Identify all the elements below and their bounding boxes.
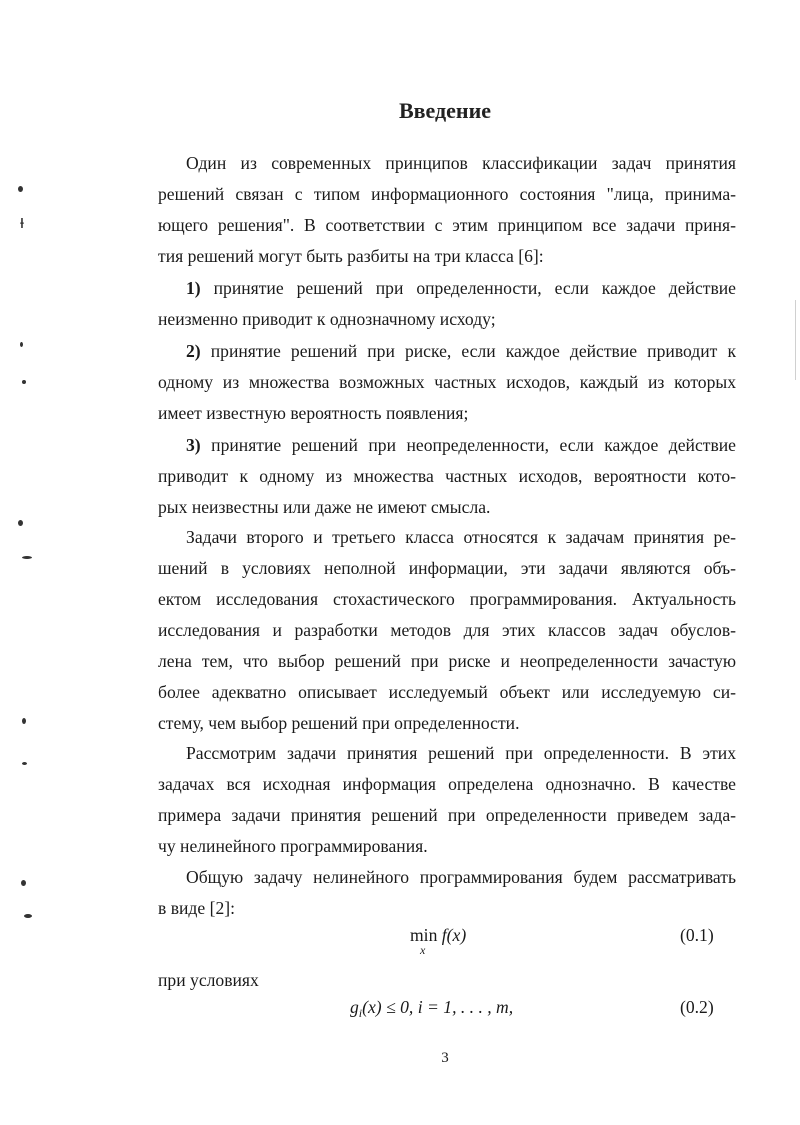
text-line: Общую задачу нелинейного программирования будем рассматривать (186, 867, 736, 887)
eq-min: min (410, 925, 438, 945)
text-line: одному из множества возможных частных исходов, каждый из которых (158, 372, 736, 392)
text-line: ющего решения". В соответствии с этим принципом все задачи приня- (158, 215, 736, 235)
eq-subscript-i: i (358, 1006, 363, 1020)
list-number: 3) (186, 435, 201, 455)
scan-speck (18, 186, 23, 192)
list-text: принятие решений при риске, если каждое действие приводит к (210, 341, 736, 361)
text-line: стему, чем выбор решений при определенности. (158, 713, 520, 733)
text-line: Один из современных принципов классификации задач принятия (186, 153, 736, 173)
text-line: более адекватно описывает исследуемый объект или исследуемую си- (158, 682, 736, 702)
eq-expression: f(x) (441, 925, 467, 945)
text-line: ектом исследования стохастического программирования. Актуальность (158, 589, 736, 609)
text-line: шений в условиях неполной информации, эти задачи являются объ- (158, 558, 736, 578)
text-line: неизменно приводит к однозначному исходу; (158, 309, 496, 329)
list-item-2 (186, 339, 736, 363)
list-item-3 (186, 433, 736, 457)
text-line: тия решений могут быть разбиты на три класса [6]: (158, 246, 544, 266)
scan-mark: ᵼ (20, 212, 24, 233)
scan-speck (22, 380, 26, 384)
text-line: при условиях (158, 970, 259, 990)
scan-speck (20, 342, 23, 347)
scan-speck (18, 520, 23, 526)
text-line: примера задачи принятия решений при определенности приведем зада- (158, 805, 736, 825)
equation-label: (0.2) (680, 997, 714, 1017)
eq-g: g (350, 997, 359, 1017)
text-line: рых неизвестны или даже не имеют смысла. (158, 497, 491, 517)
list-text: принятие решений при определенности, если каждое действие (213, 278, 736, 298)
text-line: исследования и разработки методов для этих классов задач обуслов- (158, 620, 736, 640)
scan-speck (22, 762, 27, 765)
page-title: Введение (398, 98, 492, 123)
eq-min-subscript: x (420, 943, 426, 957)
scan-speck (24, 914, 32, 918)
equation-label: (0.1) (680, 925, 714, 945)
list-number: 2) (186, 341, 201, 361)
text-line: решений связан с типом информационного состояния "лица, принима- (158, 184, 736, 204)
scan-edge (795, 300, 796, 380)
text-line: в виде [2]: (158, 898, 235, 918)
equation-0-1 (410, 925, 467, 957)
list-item-1 (186, 276, 736, 300)
list-text: принятие решений при неопределенности, если каждое действие (211, 435, 736, 455)
text-line: приводит к одному из множества частных исходов, вероятности кото- (158, 466, 736, 486)
list-number: 1) (186, 278, 201, 298)
text-line: лена тем, что выбор решений при риске и неопределенности зачастую (158, 651, 736, 671)
scan-speck (22, 556, 32, 559)
eq-expression: (x) ≤ 0, i = 1, . . . , m, (362, 997, 514, 1017)
equation-0-2 (350, 997, 513, 1021)
page-number: 3 (441, 1050, 449, 1066)
text-line: задачах вся исходная информация определена однозначно. В качестве (158, 774, 736, 794)
scan-speck (21, 880, 26, 886)
scan-speck (22, 718, 26, 724)
text-line: Рассмотрим задачи принятия решений при определенности. В этих (186, 743, 736, 763)
text-line: чу нелинейного программирования. (158, 836, 428, 856)
text-line: Задачи второго и третьего класса относятся к задачам принятия ре- (186, 527, 736, 547)
text-line: имеет известную вероятность появления; (158, 403, 469, 423)
